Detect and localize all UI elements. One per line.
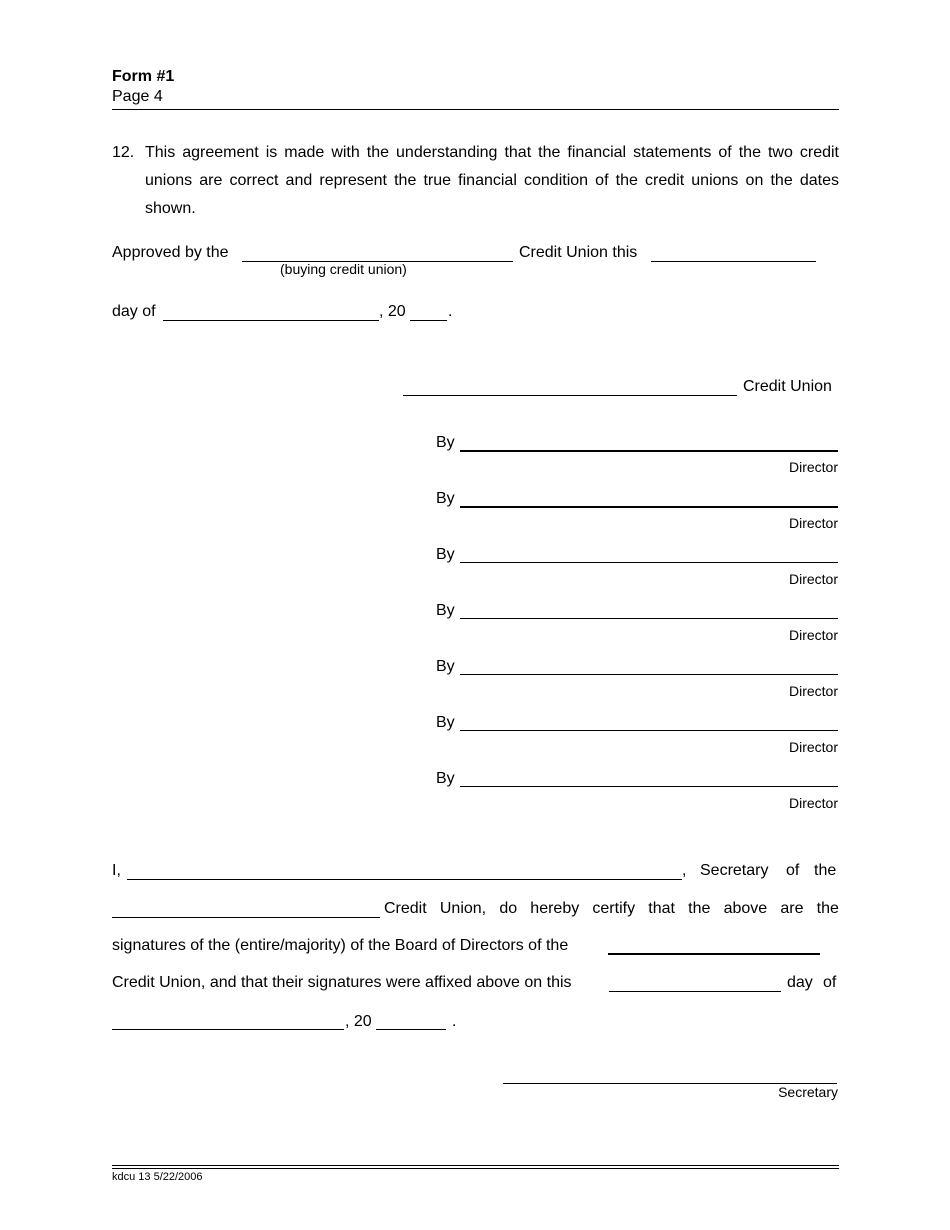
certify-word: above [723, 900, 768, 917]
clause-number: 12. [112, 144, 135, 161]
certify-of-word-2: of [823, 974, 837, 991]
approval-day-field[interactable] [651, 261, 816, 262]
director-signature-field[interactable] [460, 450, 838, 452]
certify-period: . [452, 1013, 457, 1030]
secretary-name-field[interactable] [127, 879, 682, 880]
form-label: Form #1 [112, 68, 175, 85]
certify-of-word: of [786, 862, 800, 879]
approval-period: . [448, 303, 453, 320]
certify-year-prefix: , 20 [345, 1013, 372, 1030]
director-label: Director [788, 795, 838, 811]
approved-by-label: Approved by the [112, 244, 229, 261]
director-signature-field[interactable] [460, 618, 838, 619]
director-signature-field[interactable] [460, 730, 838, 731]
director-label: Director [788, 571, 838, 587]
credit-union-name-field[interactable] [403, 395, 737, 396]
certify-word: Union, [439, 900, 487, 917]
certify-credit-union-field[interactable] [112, 917, 380, 918]
certify-word: the [816, 900, 839, 917]
director-signature-field[interactable] [460, 674, 838, 675]
footer-code: kdcu 13 5/22/2006 [112, 1171, 203, 1183]
certify-word: do [499, 900, 518, 917]
buying-credit-union-hint: (buying credit union) [280, 261, 407, 277]
director-by-label: By [436, 490, 455, 507]
footer-rule-bottom [112, 1168, 839, 1169]
director-label: Director [788, 627, 838, 643]
certify-word: certify [592, 900, 636, 917]
clause-text: This agreement is made with the understanding that the financial statements of the two credit unions are correct and represent the true financial condition of the credit unions on the dates shown. [145, 144, 839, 217]
certify-word: hereby [530, 900, 580, 917]
header-rule [112, 109, 839, 110]
director-label: Director [788, 739, 838, 755]
certify-the-word: the [814, 862, 837, 879]
credit-union-this-label: Credit Union this [519, 244, 638, 261]
page-label: Page 4 [112, 88, 163, 105]
director-by-label: By [436, 602, 455, 619]
director-by-label: By [436, 770, 455, 787]
director-by-label: By [436, 434, 455, 451]
secretary-label: Secretary [778, 1084, 838, 1100]
certify-month-field[interactable] [112, 1029, 344, 1030]
director-by-label: By [436, 546, 455, 563]
director-label: Director [788, 683, 838, 699]
director-by-label: By [436, 658, 455, 675]
approval-year-prefix: , 20 [379, 303, 406, 320]
director-signature-field[interactable] [460, 786, 838, 787]
certify-comma: , [682, 862, 687, 879]
certify-day-field[interactable] [609, 991, 781, 992]
footer-rule-top [112, 1165, 839, 1166]
certify-i-label: I, [112, 862, 121, 879]
certify-secretary-word: Secretary [700, 862, 769, 879]
certify-word: Credit [384, 900, 427, 917]
certify-word: are [780, 900, 804, 917]
credit-union-label: Credit Union [743, 378, 832, 395]
certify-board-credit-union-field[interactable] [608, 953, 820, 955]
certify-line4: Credit Union, and that their signatures were affixed above on this [112, 974, 572, 991]
approval-year-field[interactable] [410, 320, 447, 321]
day-of-label: day of [112, 303, 156, 320]
certify-word: that [648, 900, 675, 917]
certify-line2 [384, 899, 839, 919]
director-signature-field[interactable] [460, 562, 838, 563]
certify-line3: signatures of the (entire/majority) of the Board of Directors of the [112, 937, 569, 954]
director-by-label: By [436, 714, 455, 731]
director-label: Director [788, 459, 838, 475]
director-label: Director [788, 515, 838, 531]
director-signature-field[interactable] [460, 506, 838, 508]
certify-day-word: day [787, 974, 813, 991]
approval-month-field[interactable] [163, 320, 379, 321]
certify-word: the [688, 900, 711, 917]
certify-year-field[interactable] [376, 1029, 446, 1030]
